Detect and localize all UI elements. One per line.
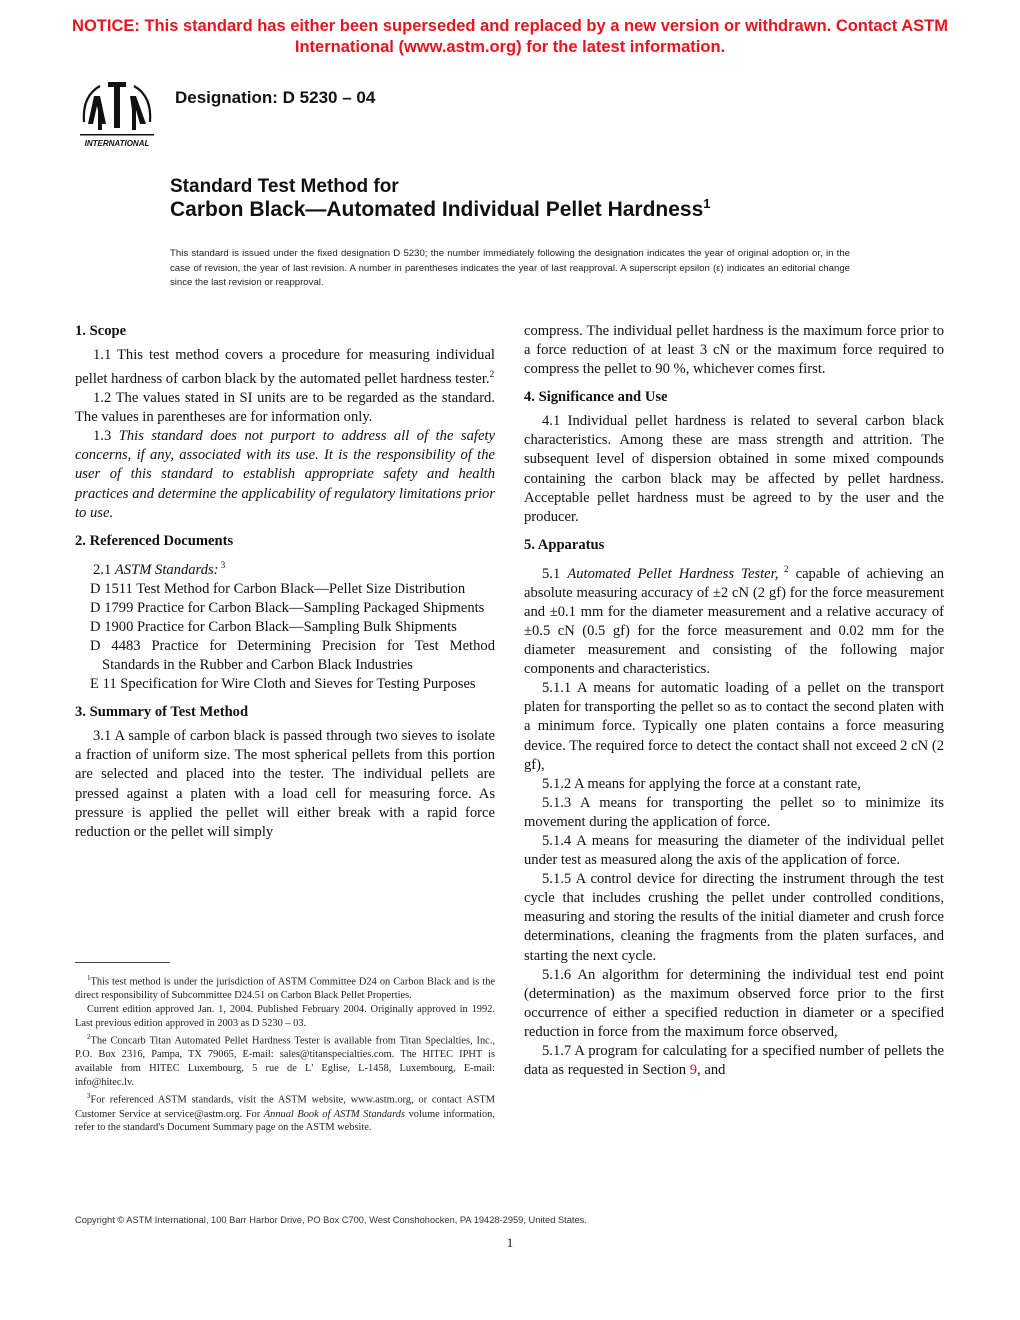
refdocs-2-1: 2.1 ASTM Standards: $^3$ [93, 559, 226, 578]
title-line-2 [170, 198, 711, 222]
summary-3-1-continued: compress. The individual pellet hardness is the maximum force prior to a force reduction of at least 3 cN or the maximum force required to compress the pellet to 90 %, whichever comes first. [524, 323, 944, 378]
section-9-link[interactable]: 9 [689, 1062, 698, 1079]
footnotes [75, 972, 495, 1135]
scope-1-1: 1.1 This test method covers a procedure for measuring individual pellet hardness of carbon black by the automated pellet hardness tester.$^2$ [75, 347, 495, 387]
title-line-1: Standard Test Method for [170, 176, 399, 197]
notice-line-1: NOTICE: This standard has either been superseded and replaced by a new version or withdrawn. Contact ASTM [72, 17, 948, 35]
footnote-rule [75, 962, 170, 963]
designation: Designation: D 5230 – 04 [175, 88, 376, 107]
apparatus-5-1-6: 5.1.6 An algorithm for determining the individual test end point (determination) as the maximum observed force prior to the first occurrence of either a specified reduction in diameter or a specified reduction in force from the maximum force observed, [524, 966, 944, 1040]
footnote-3: $^3$For referenced ASTM standards, visit the ASTM website, www.astm.org, or contact ASTM Customer Service at service@astm.org. For Annual Book of ASTM Standards volume information, refer to the standard's Document Summary page on the ASTM website. [75, 1092, 495, 1134]
ref-d1511: D 1511 Test Method for Carbon Black—Pellet Size Distribution [90, 580, 466, 597]
issued-note: This standard is issued under the fixed designation D 5230; the number immediately following the designation indicates the year of original adoption or, in the case of revision, the year of last revision. A number in parentheses indicates the year of last reapproval. A superscript epsilon (ε) indicates an editorial change since the last revision or reapproval. [170, 248, 850, 288]
apparatus-5-1-5: 5.1.5 A control device for directing the instrument through the test cycle that includes crushing the pellet under controlled conditions, measuring and storing the results of the initial diameter and crush force determinations, cleaning the fragments from the platen surfaces, and starting the next cycle. [524, 871, 944, 964]
copyright: Copyright © ASTM International, 100 Barr Harbor Drive, PO Box C700, West Conshohocken, PA 19428-2959, United States. [75, 1215, 587, 1225]
apparatus-5-1: 5.1 Automated Pellet Hardness Tester, $^2$ capable of achieving an absolute measuring accuracy of ±2 cN (2 gf) for the force measurement and ±0.1 mm for the diameter measurement and a relative accuracy of ±0.5 cN (0.5 gf) for the force measurement and 0.02 mm for the diameter measurement and consisting of the following major components and characteristics. [524, 563, 945, 678]
astm-logo [74, 74, 160, 152]
apparatus-5-1-1: 5.1.1 A means for automatic loading of a pellet on the transport platen for transporting the pellet so as to contact the second platen with a minimum force. Typically one platen contains a force measuring device. The required force to detect the contact shall not exceed 2 cN (2 gf), [524, 680, 944, 773]
title-main: Carbon Black—Automated Individual Pellet Hardness [170, 198, 704, 221]
notice-line-2: International (www.astm.org) for the latest information. [294, 38, 726, 56]
left-column [75, 322, 495, 842]
footnote-1: $^1$This test method is under the jurisdiction of ASTM Committee D24 on Carbon Black and is the direct responsibility of Subcommittee D24.51 on Carbon Black Pellet Properties. [75, 974, 495, 1002]
ref-d4483: D 4483 Practice for Determining Precision for Test Method Standards in the Rubber and Carbon Black Industries [90, 637, 495, 674]
significance-4-1: 4.1 Individual pellet hardness is related to several carbon black characteristics. Among these are mass strength and attrition. The subsequent level of dispersion obtained in some mixed compounds containing the carbon black may be affected by pellet hardness. Acceptable pellet hardness must be agreed to by the user and the producer. [524, 413, 944, 525]
title-footnote-mark: 1 [703, 196, 711, 211]
apparatus-heading: 5. Apparatus [524, 536, 605, 553]
logo-subtitle: INTERNATIONAL [84, 139, 150, 148]
scope-heading: 1. Scope [75, 323, 127, 339]
ref-d1900: D 1900 Practice for Carbon Black—Sampling Bulk Shipments [90, 618, 457, 635]
ref-d1799: D 1799 Practice for Carbon Black—Sampling Packaged Shipments [90, 599, 485, 616]
significance-heading: 4. Significance and Use [524, 389, 668, 406]
summary-3-1: 3.1 A sample of carbon black is passed through two sieves to isolate a fraction of uniform size. The most spherical pellets from this portion are selected and placed into the tester. The individual pellets are pressed against a platen with a load cell for measuring force. As pressure is applied the pellet will either break with a rapid force reduction or the pellet will simply [75, 728, 495, 840]
refdocs-heading: 2. Referenced Documents [75, 532, 234, 549]
apparatus-5-1-4: 5.1.4 A means for measuring the diameter of the individual pellet under test as measured along the axis of the application of force. [524, 833, 944, 869]
apparatus-5-1-2: 5.1.2 A means for applying the force at a constant rate, [542, 775, 861, 792]
ref-e11: E 11 Specification for Wire Cloth and Sieves for Testing Purposes [90, 676, 476, 693]
apparatus-5-1-3: 5.1.3 A means for transporting the pellet so to minimize its movement during the application of force. [524, 794, 944, 830]
withdrawal-notice [0, 16, 1020, 58]
scope-1-2: 1.2 The values stated in SI units are to be regarded as the standard. The values in parentheses are for information only. [75, 390, 495, 426]
summary-heading: 3. Summary of Test Method [75, 704, 249, 721]
page-number: 1 [506, 1235, 514, 1250]
footnote-1-edition: Current edition approved Jan. 1, 2004. Published February 2004. Originally approved in 1992. Last previous edition approved in 2003 as D 5230 – 03. [75, 1004, 495, 1030]
scope-1-3: 1.3 This standard does not purport to address all of the safety concerns, if any, associated with its use. It is the responsibility of the user of this standard to establish appropriate safety and health practices and determine the applicability of regulatory limitations prior to use. [75, 428, 495, 521]
right-column [524, 322, 944, 1080]
footnote-2: $^2$The Concarb Titan Automated Pellet Hardness Tester is available from Titan Specialties, Inc., P.O. Box 2316, Pampa, TX 79065, E-mail: sales@titanspecialties.com. The HITEC IPHT is available from HITEC Luxembourg, 5 rue de L' Eglise, L-1458, Luxembourg, E-mail: info@hitec.lv. [75, 1033, 495, 1089]
apparatus-5-1-7: 5.1.7 A program for calculating for a specified number of pellets the data as requested in Section 9, and [524, 1043, 944, 1079]
